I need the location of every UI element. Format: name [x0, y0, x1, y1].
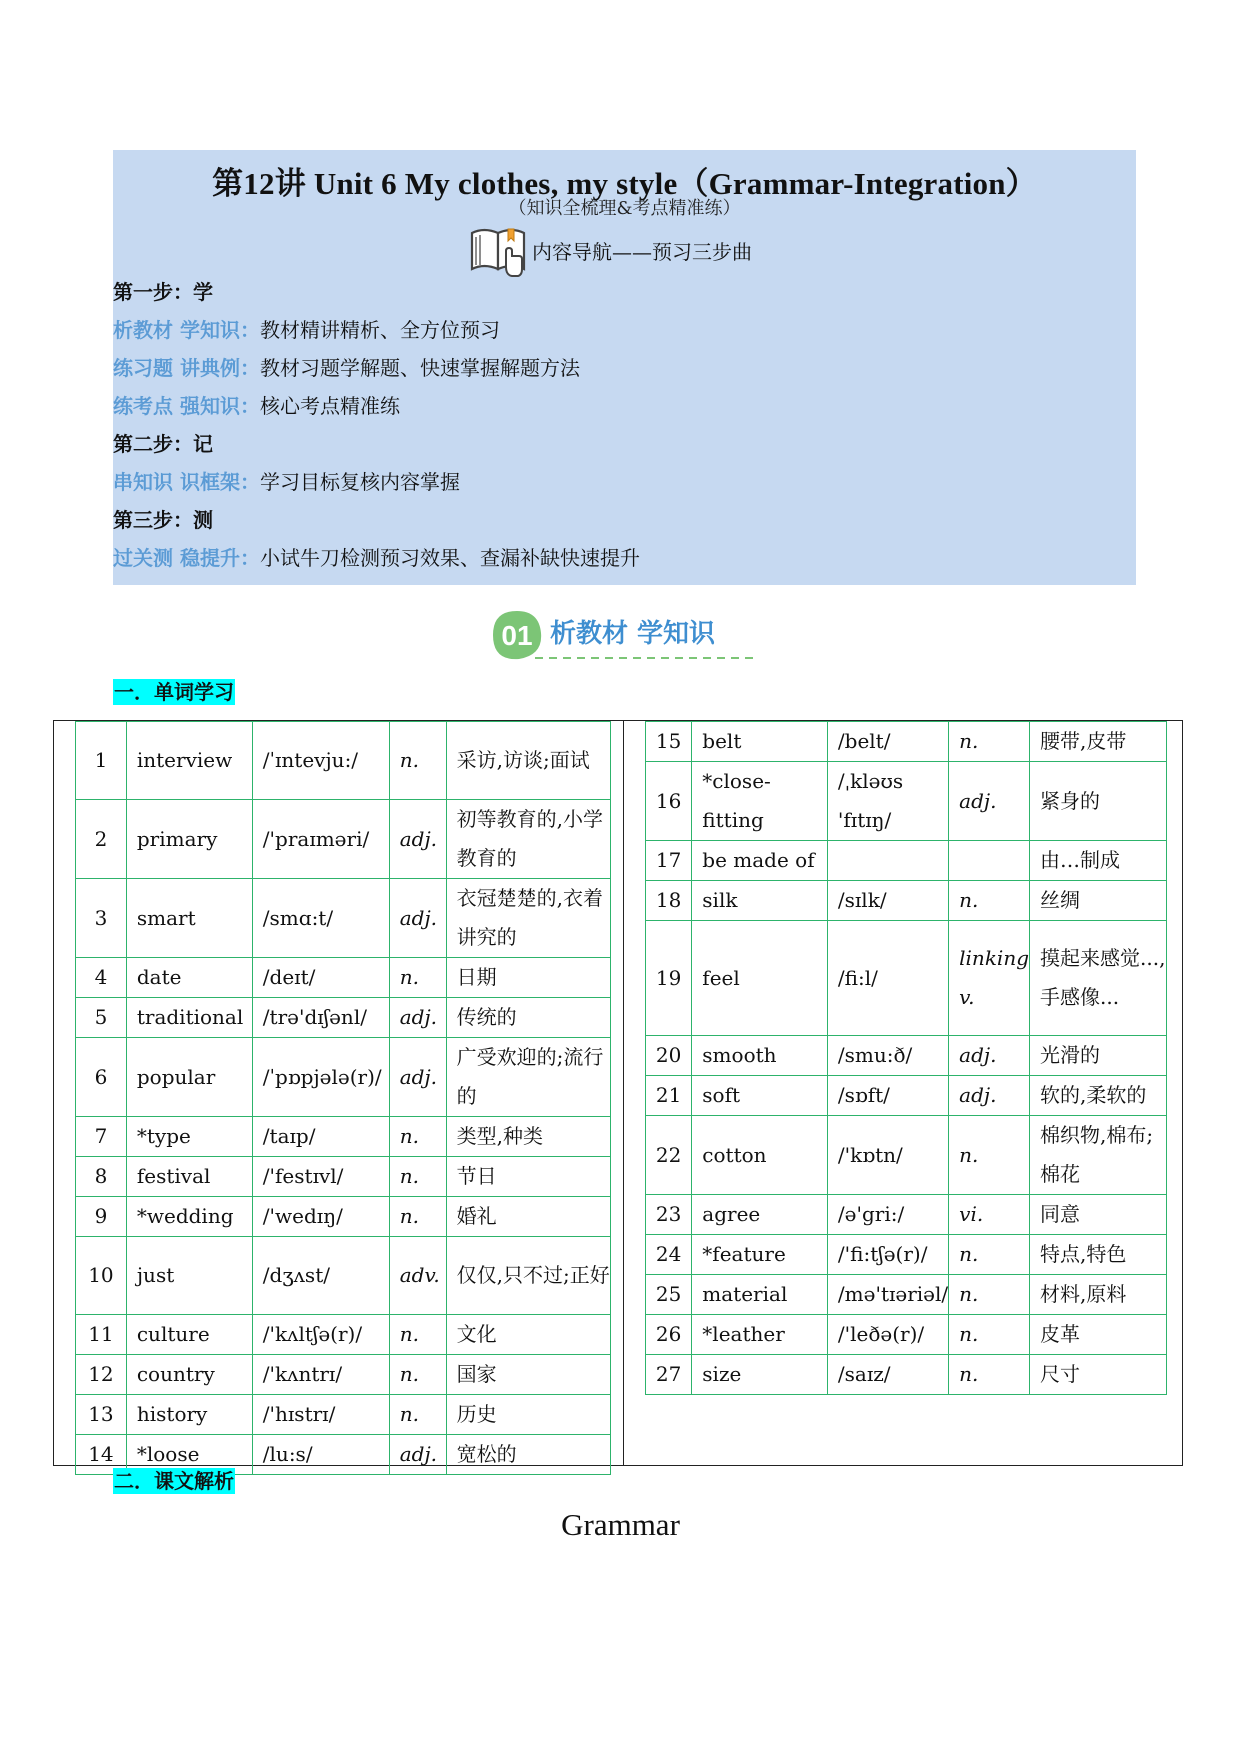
banner-graphic — [487, 605, 762, 665]
word-phonetic: /belt/ — [827, 722, 948, 762]
word-number: 12 — [76, 1355, 127, 1395]
word-number: 20 — [646, 1036, 692, 1076]
word-meaning: 丝绸 — [1030, 881, 1167, 921]
step-category: 过关测 稳提升： — [113, 546, 260, 570]
word-text: belt — [692, 722, 828, 762]
word-number: 17 — [646, 841, 692, 881]
vocab-row — [646, 921, 1167, 1036]
nav-label: 内容导航——预习三步曲 — [532, 239, 752, 264]
word-meaning: 软的,柔软的 — [1030, 1076, 1167, 1116]
word-phonetic: /'festɪvl/ — [252, 1157, 389, 1197]
word-phonetic: /smu:ð/ — [827, 1036, 948, 1076]
word-text: *feature — [692, 1235, 828, 1275]
word-text: culture — [126, 1315, 252, 1355]
vocab-row — [646, 1275, 1167, 1315]
word-text: interview — [126, 722, 252, 800]
step-item — [113, 392, 400, 420]
word-meaning: 采访,访谈;面试 — [446, 722, 610, 800]
word-part-of-speech: adj. — [389, 1435, 446, 1475]
word-number: 3 — [76, 879, 127, 958]
step-category: 析教材 学知识： — [113, 318, 260, 342]
word-number: 14 — [76, 1435, 127, 1475]
vocab-row — [646, 762, 1167, 841]
word-phonetic: /'praɪməri/ — [252, 800, 389, 879]
word-meaning: 类型,种类 — [446, 1117, 610, 1157]
word-number: 25 — [646, 1275, 692, 1315]
word-phonetic: /ˈpɒpjələ(r)/ — [252, 1038, 389, 1117]
content-nav — [468, 220, 752, 280]
vocab-row — [76, 1117, 611, 1157]
word-meaning: 由…制成 — [1030, 841, 1167, 881]
word-phonetic: /'hɪstrɪ/ — [252, 1395, 389, 1435]
vocab-row — [646, 722, 1167, 762]
word-phonetic: /'fi:tʃə(r)/ — [827, 1235, 948, 1275]
word-number: 19 — [646, 921, 692, 1036]
word-text: just — [126, 1237, 252, 1315]
vocab-row — [76, 879, 611, 958]
word-meaning: 光滑的 — [1030, 1036, 1167, 1076]
word-meaning: 摸起来感觉...,手感像... — [1030, 921, 1167, 1036]
word-text: *loose — [126, 1435, 252, 1475]
vocab-row — [646, 1116, 1167, 1195]
word-part-of-speech: vi. — [949, 1195, 1030, 1235]
vocab-row — [76, 1395, 611, 1435]
step-description: 教材精讲精析、全方位预习 — [259, 318, 500, 342]
word-number: 9 — [76, 1197, 127, 1237]
word-text: date — [126, 958, 252, 998]
vocab-row — [646, 1076, 1167, 1116]
word-phonetic: /ˈɪntevju:/ — [252, 722, 389, 800]
word-phonetic: /saɪz/ — [827, 1355, 948, 1395]
word-number: 21 — [646, 1076, 692, 1116]
word-meaning: 同意 — [1030, 1195, 1167, 1235]
word-part-of-speech: n. — [389, 722, 446, 800]
word-part-of-speech — [949, 841, 1030, 881]
word-meaning: 特点,特色 — [1030, 1235, 1167, 1275]
word-number: 24 — [646, 1235, 692, 1275]
word-text: history — [126, 1395, 252, 1435]
word-part-of-speech: n. — [389, 958, 446, 998]
word-part-of-speech: linking v. — [949, 921, 1030, 1036]
word-part-of-speech: adj. — [949, 1076, 1030, 1116]
vocab-row — [76, 1038, 611, 1117]
word-number: 11 — [76, 1315, 127, 1355]
word-text: primary — [126, 800, 252, 879]
word-meaning: 皮革 — [1030, 1315, 1167, 1355]
word-text: size — [692, 1355, 828, 1395]
word-text: *close-fitting — [692, 762, 828, 841]
word-part-of-speech: adj. — [389, 800, 446, 879]
step-description: 小试牛刀检测预习效果、查漏补缺快速提升 — [259, 546, 640, 570]
word-text: *type — [126, 1117, 252, 1157]
word-text: festival — [126, 1157, 252, 1197]
step-description: 学习目标复核内容掌握 — [259, 470, 460, 494]
vocab-divider — [623, 720, 624, 1466]
vocab-row — [76, 722, 611, 800]
word-number: 1 — [76, 722, 127, 800]
word-meaning: 紧身的 — [1030, 762, 1167, 841]
word-part-of-speech: n. — [949, 1116, 1030, 1195]
word-text: country — [126, 1355, 252, 1395]
word-meaning: 初等教育的,小学教育的 — [446, 800, 610, 879]
word-part-of-speech: n. — [389, 1395, 446, 1435]
word-text: soft — [692, 1076, 828, 1116]
word-text: agree — [692, 1195, 828, 1235]
word-part-of-speech: adj. — [949, 762, 1030, 841]
word-phonetic — [827, 841, 948, 881]
word-number: 10 — [76, 1237, 127, 1315]
word-meaning: 材料,原料 — [1030, 1275, 1167, 1315]
word-phonetic: /'leðə(r)/ — [827, 1315, 948, 1355]
word-phonetic: /smɑ:t/ — [252, 879, 389, 958]
word-number: 5 — [76, 998, 127, 1038]
page-title: 第12讲 Unit 6 My clothes, my style（Grammar-Integration） — [212, 166, 1037, 201]
word-part-of-speech: adj. — [389, 1038, 446, 1117]
word-number: 8 — [76, 1157, 127, 1197]
word-meaning: 广受欢迎的;流行的 — [446, 1038, 610, 1117]
word-part-of-speech: n. — [389, 1197, 446, 1237]
word-part-of-speech: n. — [949, 1275, 1030, 1315]
step-category: 练考点 强知识： — [113, 394, 260, 418]
step-item — [113, 354, 580, 382]
word-part-of-speech: n. — [949, 1235, 1030, 1275]
word-part-of-speech: n. — [949, 1355, 1030, 1395]
word-meaning: 国家 — [446, 1355, 610, 1395]
vocab-table-right — [645, 721, 1167, 1395]
word-phonetic: /'wedɪŋ/ — [252, 1197, 389, 1237]
word-phonetic: /'kʌltʃə(r)/ — [252, 1315, 389, 1355]
word-meaning: 历史 — [446, 1395, 610, 1435]
word-meaning: 衣冠楚楚的,衣着讲究的 — [446, 879, 610, 958]
word-part-of-speech: n. — [389, 1315, 446, 1355]
word-meaning: 腰带,皮带 — [1030, 722, 1167, 762]
step-heading: 第一步：学 — [113, 280, 213, 304]
word-text: feel — [692, 921, 828, 1036]
word-meaning: 婚礼 — [446, 1197, 610, 1237]
step-heading: 第三步：测 — [113, 508, 213, 532]
word-text: silk — [692, 881, 828, 921]
word-phonetic: /ə'gri:/ — [827, 1195, 948, 1235]
word-number: 22 — [646, 1116, 692, 1195]
vocab-row — [76, 1157, 611, 1197]
word-phonetic: /lu:s/ — [252, 1435, 389, 1475]
page-subtitle: （知识全梳理&考点精准练） — [508, 198, 741, 219]
vocab-row — [646, 1235, 1167, 1275]
word-meaning: 尺寸 — [1030, 1355, 1167, 1395]
word-text: cotton — [692, 1116, 828, 1195]
vocab-row — [76, 998, 611, 1038]
word-meaning: 节日 — [446, 1157, 610, 1197]
vocab-row — [646, 1355, 1167, 1395]
word-number: 16 — [646, 762, 692, 841]
word-number: 23 — [646, 1195, 692, 1235]
word-part-of-speech: adj. — [389, 998, 446, 1038]
word-number: 2 — [76, 800, 127, 879]
word-phonetic: /'kɒtn/ — [827, 1116, 948, 1195]
header-box — [113, 150, 1136, 585]
word-part-of-speech: n. — [949, 1315, 1030, 1355]
word-phonetic: /sɒft/ — [827, 1076, 948, 1116]
word-phonetic: /fi:l/ — [827, 921, 948, 1036]
word-part-of-speech: adj. — [949, 1036, 1030, 1076]
grammar-heading: Grammar — [561, 1507, 680, 1542]
word-number: 26 — [646, 1315, 692, 1355]
word-meaning: 文化 — [446, 1315, 610, 1355]
step-category: 串知识 识框架： — [113, 470, 260, 494]
word-part-of-speech: n. — [389, 1117, 446, 1157]
vocab-row — [76, 1355, 611, 1395]
section-banner — [487, 605, 762, 665]
step-item — [113, 468, 460, 496]
word-meaning: 棉织物,棉布;棉花 — [1030, 1116, 1167, 1195]
word-part-of-speech: n. — [949, 722, 1030, 762]
word-text: traditional — [126, 998, 252, 1038]
step-category: 练习题 讲典例： — [113, 356, 260, 380]
vocab-row — [76, 1315, 611, 1355]
word-text: smooth — [692, 1036, 828, 1076]
step-heading: 第二步：记 — [113, 432, 213, 456]
word-text: material — [692, 1275, 828, 1315]
vocab-row — [646, 841, 1167, 881]
step-item — [113, 544, 640, 572]
word-number: 27 — [646, 1355, 692, 1395]
word-part-of-speech: n. — [949, 881, 1030, 921]
word-meaning: 仅仅,只不过;正好 — [446, 1237, 610, 1315]
book-pointer-icon — [468, 221, 530, 279]
section-heading-vocab: 一．单词学习 — [114, 680, 234, 704]
step-description: 教材习题学解题、快速掌握解题方法 — [259, 356, 580, 380]
vocab-row — [76, 958, 611, 998]
word-meaning: 日期 — [446, 958, 610, 998]
word-number: 13 — [76, 1395, 127, 1435]
word-text: smart — [126, 879, 252, 958]
word-number: 15 — [646, 722, 692, 762]
vocab-row — [646, 881, 1167, 921]
word-text: *leather — [692, 1315, 828, 1355]
word-text: be made of — [692, 841, 828, 881]
vocab-row — [646, 1036, 1167, 1076]
word-phonetic: /mə'tɪəriəl/ — [827, 1275, 948, 1315]
word-text: *wedding — [126, 1197, 252, 1237]
word-phonetic: /deɪt/ — [252, 958, 389, 998]
vocab-row — [646, 1195, 1167, 1235]
vocab-row — [76, 1237, 611, 1315]
section-heading-text: 二．课文解析 — [114, 1469, 234, 1493]
vocab-row — [76, 800, 611, 879]
banner-number: 01 — [501, 620, 533, 651]
word-number: 18 — [646, 881, 692, 921]
word-phonetic: /taɪp/ — [252, 1117, 389, 1157]
word-number: 6 — [76, 1038, 127, 1117]
word-number: 7 — [76, 1117, 127, 1157]
vocab-row — [646, 1315, 1167, 1355]
word-phonetic: /sɪlk/ — [827, 881, 948, 921]
vocab-row — [76, 1197, 611, 1237]
step-description: 核心考点精准练 — [259, 394, 400, 418]
word-text: popular — [126, 1038, 252, 1117]
word-phonetic: /dʒʌst/ — [252, 1237, 389, 1315]
step-item — [113, 316, 500, 344]
word-part-of-speech: n. — [389, 1157, 446, 1197]
word-part-of-speech: adv. — [389, 1237, 446, 1315]
word-phonetic: /ˌkləʊs 'fɪtɪŋ/ — [827, 762, 948, 841]
word-meaning: 宽松的 — [446, 1435, 610, 1475]
word-meaning: 传统的 — [446, 998, 610, 1038]
word-part-of-speech: adj. — [389, 879, 446, 958]
word-part-of-speech: n. — [389, 1355, 446, 1395]
banner-label: 析教材 学知识 — [550, 619, 716, 649]
word-phonetic: /'kʌntrɪ/ — [252, 1355, 389, 1395]
word-phonetic: /trə'dɪʃənl/ — [252, 998, 389, 1038]
vocab-table-left — [75, 721, 611, 1475]
word-number: 4 — [76, 958, 127, 998]
